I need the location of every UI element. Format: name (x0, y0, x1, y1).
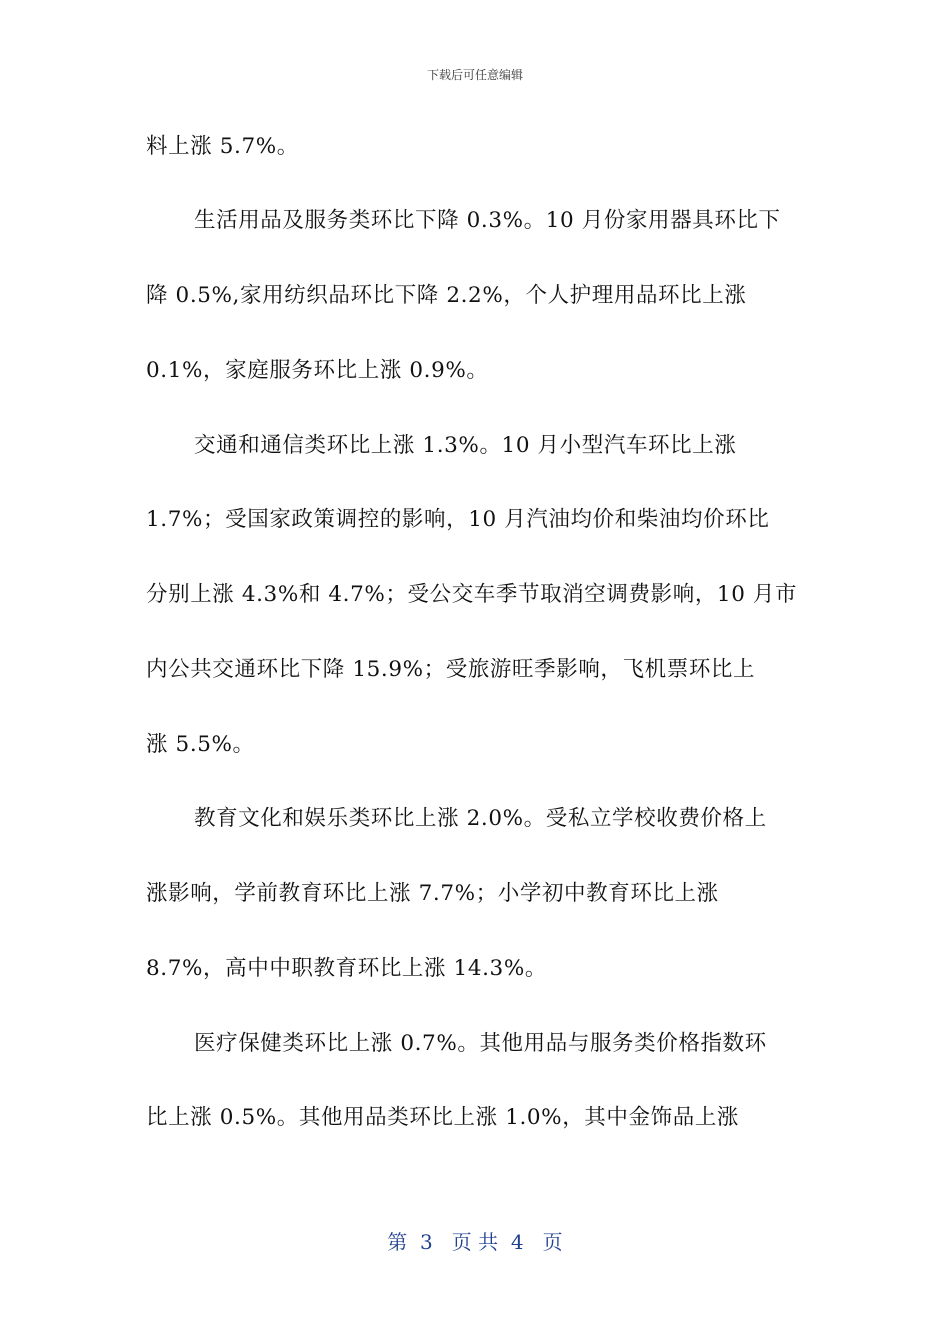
page-header: 下载后可任意编辑 (426, 68, 523, 82)
text-line: 比上涨 0.5%。其他用品类环比上涨 1.0%，其中金饰品上涨 (146, 1105, 740, 1130)
text-line: 1.7%；受国家政策调控的影响，10 月汽油均价和柴油均价环比 (146, 507, 770, 532)
text-line: 料上涨 5.7%。 (146, 134, 299, 159)
text-line: 涨 5.5%。 (146, 732, 255, 757)
text-line: 生活用品及服务类环比下降 0.3%。10 月份家用器具环比下 (194, 208, 781, 233)
text-line: 分别上涨 4.3%和 4.7%；受公交车季节取消空调费影响，10 月市 (146, 582, 798, 607)
text-line: 涨影响，学前教育环比上涨 7.7%；小学初中教育环比上涨 (146, 881, 719, 906)
text-line: 交通和通信类环比上涨 1.3%。10 月小型汽车环比上涨 (194, 433, 737, 458)
text-line: 0.1%，家庭服务环比上涨 0.9%。 (146, 358, 489, 383)
text-line: 教育文化和娱乐类环比上涨 2.0%。受私立学校收费价格上 (194, 806, 767, 831)
text-line: 医疗保健类环比上涨 0.7%。其他用品与服务类价格指数环 (194, 1031, 767, 1056)
text-line: 内公共交通环比下降 15.9%；受旅游旺季影响，飞机票环比上 (146, 657, 756, 682)
page-footer: 第 3 页 共 4 页 (387, 1230, 563, 1254)
text-line: 降 0.5%,家用纺织品环比下降 2.2%，个人护理用品环比上涨 (146, 283, 747, 308)
text-line: 8.7%，高中中职教育环比上涨 14.3%。 (146, 956, 547, 981)
